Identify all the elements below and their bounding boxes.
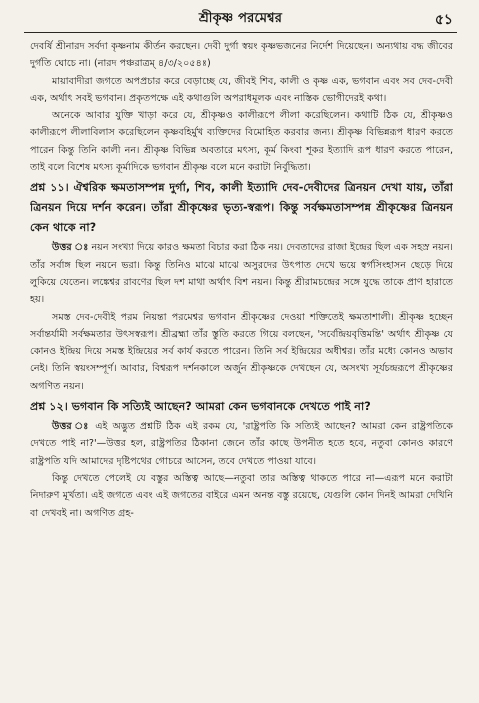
page-header <box>24 6 457 33</box>
answer-label: উত্তর ঃ <box>52 421 91 433</box>
question-12: প্রশ্ন ১২। ভগবান কি সত্যিই আছেন? আমরা কেন ভগবানকে দেখতে পাই না? <box>30 400 371 414</box>
paragraph: দেবর্ষি শ্রীনারদ সর্বদা কৃষ্ণনাম কীর্তন করছেন। দেবী দুর্গা স্বয়ং কৃষ্ণভজনের নির্দেশ দিয়েছেন। অন্যথায় বদ্ধ জীবের দুর্গতি ঘোচে না। (নারদ পঞ্চরাত্রম্ ৪/৩/২০৫৪ঃ) <box>30 41 453 70</box>
answer-12-paragraph <box>30 418 453 470</box>
answer-label: উত্তর ঃ <box>52 242 89 254</box>
page-number: ৫১ <box>434 12 453 28</box>
answer-text: নয়ন সংখ্যা দিয়ে কারও ক্ষমতা বিচার করা ঠিক নয়। দেবতাদের রাজা ইন্দ্রের ছিল এক সহস্র নয়ন। তাঁর সর্বাঙ্গ ছিল নয়নে ভরা। কিন্তু তিনিও মাঝে মাঝে অসুরদের উৎপাত দেখে ভয়ে স্বর্গসিংহাসন ছেড়ে দিয়ে লুকিয়ে যেতেন। লঙ্কেশ্বর রাবণের ছিল দশ মাথা অর্থাৎ বিশ নয়ন। কিন্তু শ্রীরামচন্দ্রের সঙ্গে যুদ্ধে তাকে প্রাণ হারাতে হয়। <box>30 242 453 306</box>
running-title: শ্রীকৃষ্ণ পরমেশ্বর <box>198 11 283 26</box>
answer-11-paragraph <box>30 239 453 308</box>
answer-text: সমস্ত দেব-দেবীই পরম নিয়ন্তা পরমেশ্বর ভগবান শ্রীকৃষ্ণের দেওয়া শক্তিতেই ক্ষমতাশালী। শ্রীকৃষ্ণ হচ্ছেন সর্বান্তর্যামী সর্বক্ষমতার উৎসস্বরূপ। শ্রীব্রহ্মা তাঁর স্তুতি করতে গিয়ে বলছেন, 'সর্বেন্দ্রিয়বৃত্তিমন্তি' অর্থাৎ শ্রীকৃষ্ণ যে কোনও ইন্দ্রিয় দিয়ে সমস্ত ইন্দ্রিয়ের সর্ব কার্য করতে পারেন। তিনি সর্ব ইন্দ্রিয়ের অধীশ্বর। তাঁর মধ্যে কোনও অভাব নেই। তিনি স্বয়ংসম্পূর্ণ। আবার, বিশ্বরূপ দর্শনকালে অর্জুন শ্রীকৃষ্ণকে দেখছেন যে, অসংখ্য সূর্যচন্দ্ররূপে শ্রীকৃষ্ণের অগণিত নয়ন। <box>30 311 453 392</box>
answer-11-paragraph <box>30 309 453 395</box>
answer-12-paragraph <box>30 470 453 522</box>
answer-text: এই অদ্ভুত প্রশ্নটি ঠিক এই রকম যে, 'রাষ্ট্রপতি কি সত্যিই আছেন? আমরা কেন রাষ্ট্রপতিকে দেখতে পাই না?'—উত্তর হল, রাষ্ট্রপতির ঠিকানা জেনে তাঁর কাছে উপনীত হতে হবে, নতুবা কোনও কারণে রাষ্ট্রপতি যদি আমাদের দৃষ্টিপথের গোচরে আসেন, তবে দেখতে পাওয়া যাবে। <box>30 421 453 467</box>
page-body <box>30 38 453 699</box>
paragraph: অনেকে আবার যুক্তি খাড়া করে যে, শ্রীকৃষ্ণও কালীরূপে লীলা করেছিলেন। কথাটি ঠিক যে, শ্রীকৃষ্ণও কালীরূপে লীলাবিলাস করেছিলেন কৃষ্ণবহির্মুখ ব্যক্তিদের বিমোহিত করবার জন্য। শ্রীকৃষ্ণ বিভিন্নরূপ ধারণ করতে পারেন কিন্তু তিনি কালী নন। শ্রীকৃষ্ণ বিভিন্ন অবতারে মৎস্য, কূর্ম কিংবা শূকর ইত্যাদি রূপ ধারণ করতে পারেন, তাই বলে বিশেষ মৎস্য কূর্মাদিকে ভগবান শ্রীকৃষ্ণ বলে মনে করাটা নির্বুদ্ধিতা। <box>30 110 453 174</box>
paragraph: মায়াবাদীরা জগতে অপপ্রচার করে বেড়াচ্ছে যে, জীবই শিব, কালী ও কৃষ্ণ এক, ভগবান এবং সব দেব-দেবী এক, অর্থাৎ সবই ভগবান। প্রকৃতপক্ষে এই কথাগুলি অপরাধমূলক এবং নাস্তিক ভোগীদেরই কথা। <box>30 75 453 104</box>
answer-text: কিন্তু দেখতে পেলেই যে বস্তুর অস্তিত্ব আছে—নতুবা তার অস্তিত্ব থাকতে পারে না—এরূপ মনে করাটা নিদারুণ মূর্খতা। এই জগতে এবং এই জগতের বাইরে এমন অনন্ত বস্তু রয়েছে, যেগুলি কোন দিনই আমরা দেখিনি বা দেখবই না। অগণিত গ্রহ- <box>30 472 453 519</box>
question-11: প্রশ্ন ১১। ঐশ্বরিক ক্ষমতাসম্পন্ন দুর্গা, শিব, কালী ইত্যাদি দেব-দেবীদের ত্রিনয়ন দেখা যায়, তাঁরা ত্রিনয়ন দিয়ে দর্শন করেন। তাঁরা শ্রীকৃষ্ণের ভৃত্য-স্বরূপ। কিন্তু সর্বক্ষমতাসম্পন্ন শ্রীকৃষ্ণের ত্রিনয়ন কেন থাকে না? <box>30 181 453 235</box>
